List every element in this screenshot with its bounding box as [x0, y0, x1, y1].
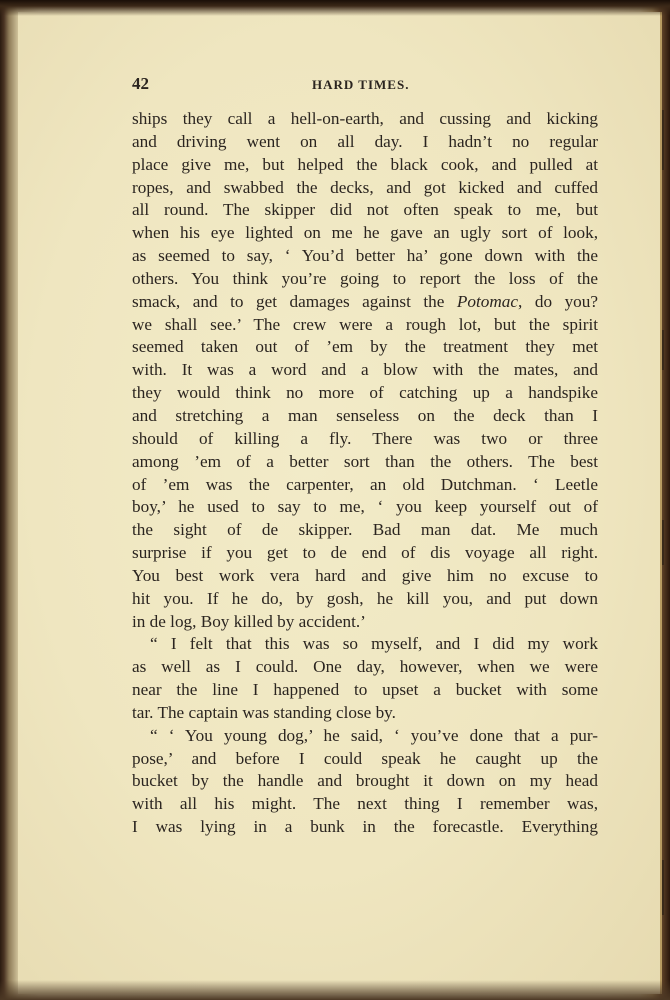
text-line: and driving went on all day. I hadn’t no regular [132, 131, 598, 151]
text-line: and stretching a man senseless on the deck than I [132, 405, 598, 425]
binding-edge-mark [662, 110, 664, 170]
text-line: near the line I happened to upset a bucket with some [132, 680, 598, 700]
text-line: tar. The captain was standing close by. [132, 702, 396, 722]
text-line: all round. The skipper did not often speak to me, but [132, 200, 598, 220]
text-line: seemed taken out of ’em by the treatment they met [132, 337, 598, 357]
text-line: surprise if you get to de end of dis voyage all right. [132, 543, 598, 563]
binding-edge-mark [662, 330, 664, 370]
text-line: “ I felt that this was so myself, and I did my work [150, 634, 598, 654]
binding-edge-mark [662, 860, 664, 915]
text-line: boy,’ he used to say to me, ‘ you keep yourself out of [132, 497, 598, 517]
text-line: “ ‘ You young dog,’ he said, ‘ you’ve done that a pur- [150, 725, 598, 745]
text-line: in de log, Boy killed by accident.’ [132, 611, 366, 631]
text-line: smack, and to get damages against the Potomac, do you? [132, 291, 598, 311]
page-number: 42 [132, 74, 149, 93]
text-line: should of killing a fly. There was two or three [132, 428, 598, 448]
text-line: they would think no more of catching up a handspike [132, 383, 598, 403]
text-line: as seemed to say, ‘ You’d better ha’ gone down with the [132, 246, 598, 266]
text-line: others. You think you’re going to report the loss of the [132, 268, 598, 288]
text-line: the sight of de skipper. Bad man dat. Me much [132, 520, 598, 540]
text-line: ropes, and swabbed the decks, and got kicked and cuffed [132, 177, 598, 197]
binding-edge-mark [662, 520, 664, 565]
text-line: of ’em was the carpenter, an old Dutchman. ‘ Leetle [132, 474, 598, 494]
text-line: as well as I could. One day, however, when we were [132, 657, 598, 677]
text-line: bucket by the handle and brought it down on my head [132, 771, 598, 791]
page-header [132, 74, 598, 96]
text-line: I was lying in a bunk in the forecastle. Everything [132, 817, 598, 837]
text-line: when his eye lighted on me he gave an ugly sort of look, [132, 223, 598, 243]
text-line: ships they call a hell-on-earth, and cussing and kicking [132, 109, 598, 128]
book-edge-top [0, 0, 670, 16]
italic-ship-name: Potomac [456, 291, 519, 311]
text-line: hit you. If he do, by gosh, he kill you, and put down [132, 588, 598, 608]
body-text [132, 108, 598, 839]
text-line: we shall see.’ The crew were a rough lot, but the spirit [132, 314, 598, 334]
text-line: You best work vera hard and give him no excuse to [132, 565, 598, 585]
text-line: with. It was a word and a blow with the mates, and [132, 360, 598, 380]
text-line: among ’em of a better sort than the others. The best [132, 451, 598, 471]
text-line: place give me, but helped the black cook, and pulled at [132, 154, 598, 174]
text-line: pose,’ and before I could speak he caught up the [132, 748, 598, 768]
text-line: with all his might. The next thing I remember was, [132, 794, 598, 814]
running-head: HARD TIMES. [312, 77, 410, 92]
book-edge-bottom [0, 980, 670, 1000]
